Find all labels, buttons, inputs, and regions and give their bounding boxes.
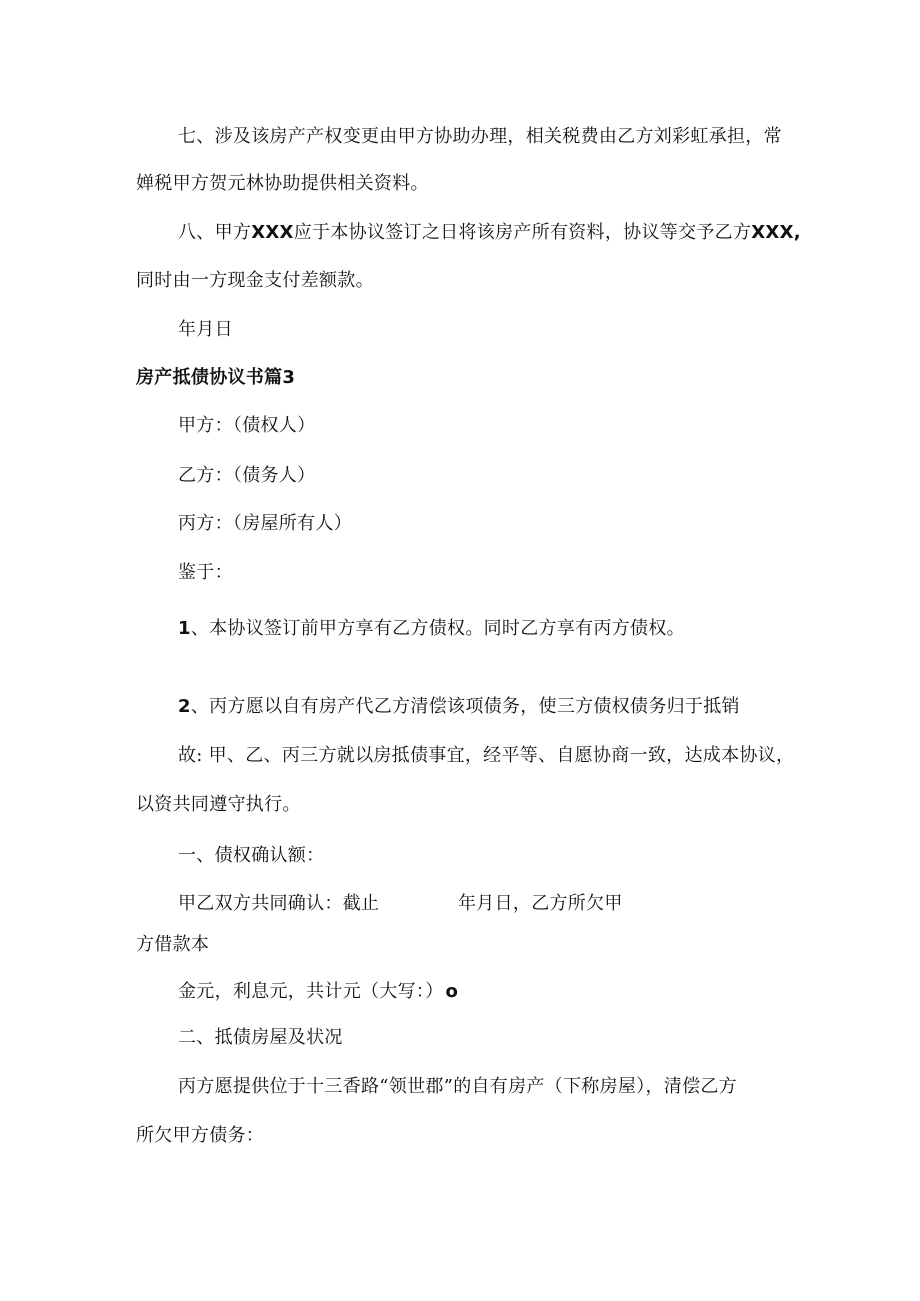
clause-8-line-1 (178, 222, 801, 244)
clause-8-text-b: 应于本协议签订之日将该房产所有资料，协议等交予乙方 (293, 222, 752, 243)
item-2-number: 2 (178, 696, 191, 717)
party-a-line: 甲方：（债权人） (178, 415, 316, 436)
whereas-item-2 (178, 696, 740, 718)
section-1-line-1-b: 年月日，乙方所欠甲 (458, 893, 623, 914)
whereas-line: 鉴于： (178, 562, 233, 583)
clause-8-line-2: 同时由一方现金支付差额款。 (136, 270, 374, 291)
section-1-line-3-mark: o (445, 981, 459, 1002)
therefore-line-1: 故: 甲、乙、丙三方就以房抵债事宜，经平等、自愿协商一致，达成本协议， (178, 745, 795, 766)
section-1-line-2: 方借款本 (136, 934, 210, 955)
clause-8-placeholder-b: XXX, (751, 222, 801, 243)
clause-8-placeholder-a: XXX (251, 222, 294, 243)
section-1-title: 一、债权确认额： (178, 845, 325, 866)
party-b-line: 乙方：（债务人） (178, 465, 316, 486)
item-2-text: 、丙方愿以自有房产代乙方清偿该项债务，使三方债权债务归于抵销 (190, 696, 740, 717)
whereas-item-1 (178, 618, 685, 640)
therefore-line-2: 以资共同遵守执行。 (136, 794, 301, 815)
item-1-text: 、本协议签订前甲方享有乙方债权。同时乙方享有丙方债权。 (190, 618, 685, 639)
clause-7-line-1: 七、涉及该房产产权变更由甲方协助办理，相关税费由乙方刘彩虹承担，常 (178, 126, 782, 147)
section-2-title: 二、抵债房屋及状况 (178, 1027, 343, 1048)
section-1-line-3-text: 金元，利息元，共计元（大写：） (178, 981, 444, 1002)
section-1-line-1-a: 甲乙双方共同确认：截止 (178, 893, 380, 914)
item-1-number: 1 (178, 618, 191, 639)
date-line: 年月日 (178, 319, 233, 340)
clause-8-text-a: 八、甲方 (178, 222, 252, 243)
section-2-line-2: 所欠甲方债务： (136, 1125, 265, 1146)
section-1-line-3 (178, 981, 458, 1003)
party-c-line: 丙方：（房屋所有人） (178, 513, 352, 534)
section-heading: 房产抵债协议书篇3 (136, 367, 296, 388)
section-2-line-1: 丙方愿提供位于十三香路“领世郡”的自有房产（下称房屋），清偿乙方 (178, 1076, 738, 1097)
clause-7-line-2: 婵税甲方贺元林协助提供相关资料。 (136, 173, 429, 194)
